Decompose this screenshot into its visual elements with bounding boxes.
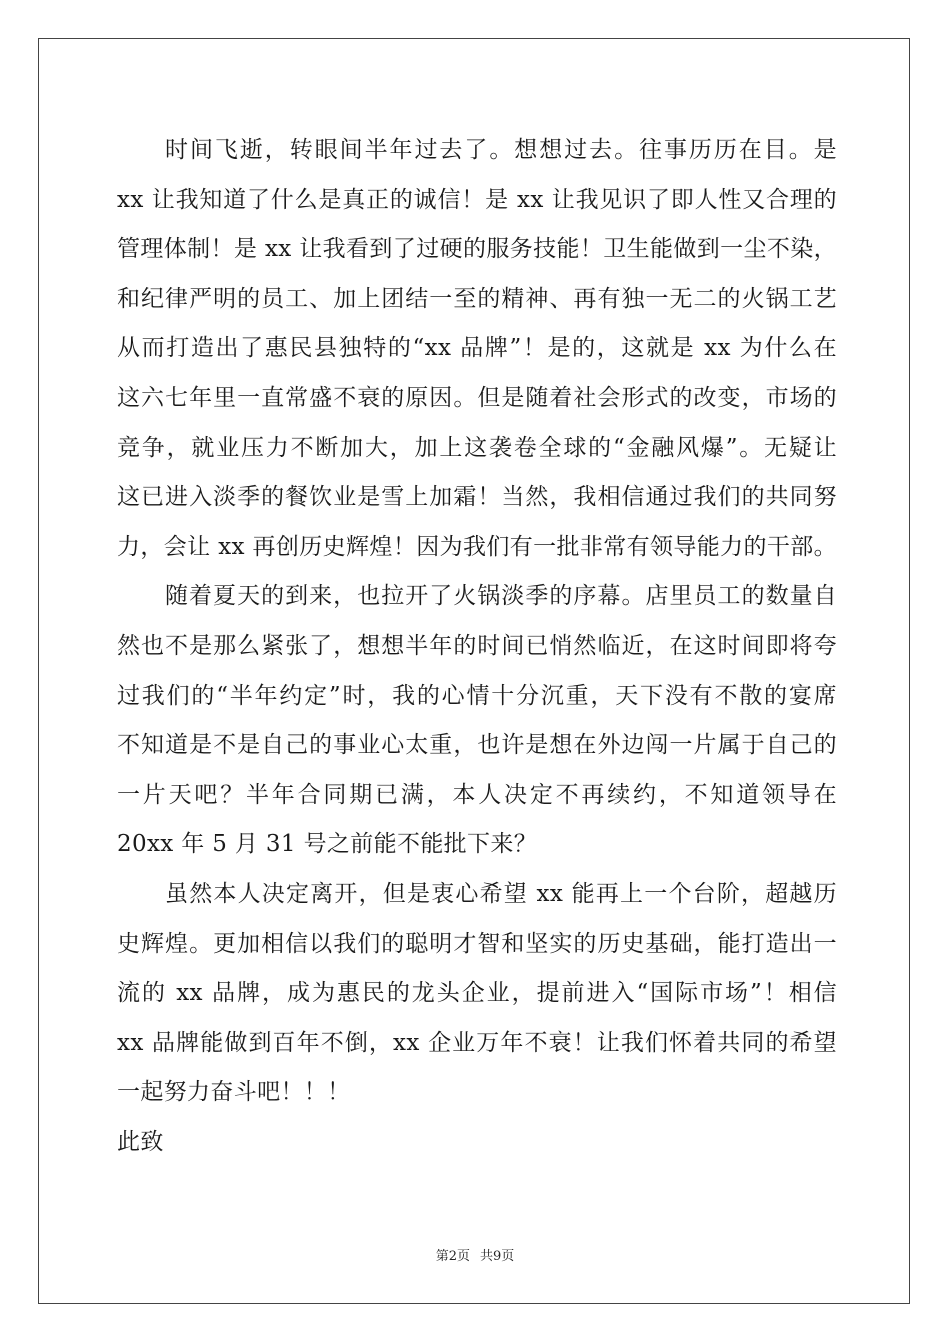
paragraph-2-line-2: 然也不是那么紧张了，想想半年的时间已悄然临近，在这时间即将夸	[117, 632, 837, 659]
paragraph-1-line-6: 这六七年里一直常盛不衰的原因。但是随着社会形式的改变，市场的	[117, 384, 837, 411]
letter-body	[117, 126, 837, 1167]
paragraph-1-line-4: 和纪律严明的员工、加上团结一至的精神、再有独一无二的火锅工艺	[117, 285, 837, 312]
paragraph-1-line-8: 这已进入淡季的餐饮业是雪上加霜！当然，我相信通过我们的共同努	[117, 484, 837, 511]
paragraph-2-line-3: 过我们的“半年约定”时，我的心情十分沉重，天下没有不散的宴席	[117, 682, 837, 709]
paragraph-3-line-2: 史辉煌。更加相信以我们的聪明才智和坚实的历史基础，能打造出一	[117, 930, 837, 957]
paragraph-3-line-1: 虽然本人决定离开，但是衷心希望 xx 能再上一个台阶，超越历	[165, 880, 837, 907]
closing-salutation: 此致	[117, 1128, 164, 1155]
paragraph-1-line-7: 竞争，就业压力不断加大，加上这袭卷全球的“金融风爆”。无疑让	[117, 434, 837, 461]
paragraph-3-line-5: 一起努力奋斗吧！！！	[117, 1079, 351, 1106]
page-number: 第2页	[435, 1249, 470, 1264]
paragraph-1-line-2: xx 让我知道了什么是真正的诚信！是 xx 让我见识了即人性又合理的	[117, 186, 837, 213]
paragraph-1-line-9: 力，会让 xx 再创历史辉煌！因为我们有一批非常有领导能力的干部。	[117, 533, 837, 560]
paragraph-1-line-1: 时间飞逝，转眼间半年过去了。想想过去。往事历历在目。是	[165, 137, 837, 163]
paragraph-1-line-5: 从而打造出了惠民县独特的“xx 品牌”！是的，这就是 xx 为什么在	[117, 335, 837, 362]
total-pages: 共9页	[480, 1249, 515, 1264]
page-footer	[0, 1249, 950, 1265]
paragraph-3-line-4: xx 品牌能做到百年不倒，xx 企业万年不衰！让我们怀着共同的希望	[117, 1029, 837, 1056]
paragraph-2-line-5: 一片天吧？半年合同期已满，本人决定不再续约，不知道领导在	[117, 781, 837, 808]
paragraph-2-line-1: 随着夏天的到来，也拉开了火锅淡季的序幕。店里员工的数量自	[165, 583, 837, 610]
paragraph-1-line-3: 管理体制！是 xx 让我看到了过硬的服务技能！卫生能做到一尘不染，	[117, 236, 837, 263]
paragraph-3-line-3: 流的 xx 品牌，成为惠民的龙头企业，提前进入“国际市场”！相信	[117, 980, 837, 1007]
paragraph-2-line-4: 不知道是不是自己的事业心太重，也许是想在外边闯一片属于自己的	[117, 732, 837, 759]
paragraph-2-line-6: 20xx 年 5 月 31 号之前能不能批下来？	[117, 831, 538, 858]
